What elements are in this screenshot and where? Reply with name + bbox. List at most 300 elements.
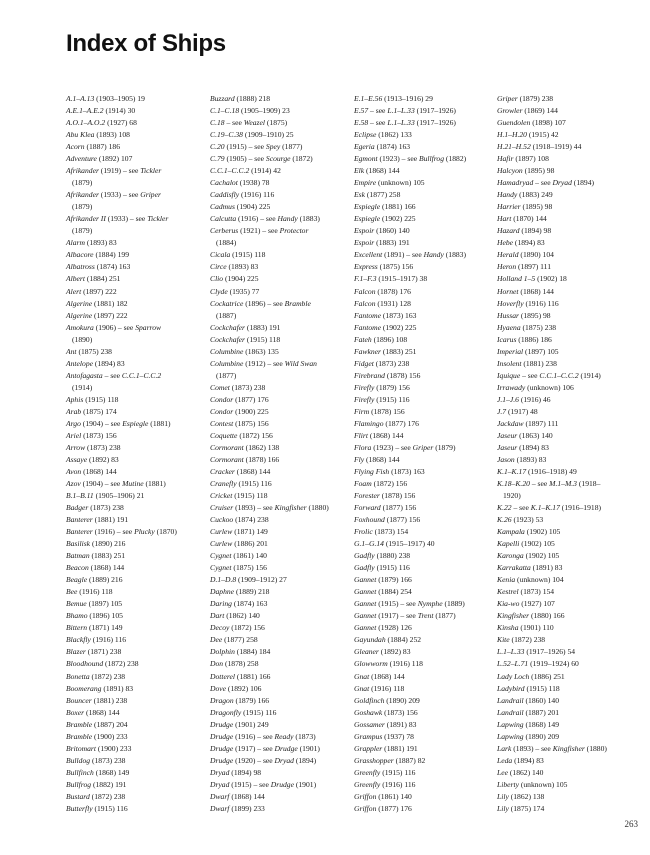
- ship-name: Cruiser: [210, 503, 234, 513]
- index-entry: [210, 731, 360, 743]
- entry-detail: (1917–1926): [414, 106, 456, 116]
- entry-detail: (1872) 156: [229, 623, 265, 633]
- ship-name: Kampala: [497, 527, 525, 537]
- ship-name: Cockatrice: [210, 298, 244, 308]
- index-entry: [210, 586, 360, 598]
- ship-name: J.1–J.6: [497, 394, 519, 404]
- entry-detail: (1901): [293, 779, 317, 789]
- cross-reference: Dryad: [552, 178, 572, 188]
- ship-name: Kapelli: [497, 539, 520, 549]
- index-entry: [497, 93, 647, 105]
- ship-name: Albatross: [66, 262, 95, 272]
- entry-detail: (1870) 144: [511, 214, 547, 224]
- entry-detail: (1884) 252: [385, 635, 422, 645]
- index-entry: [66, 418, 216, 430]
- entry-detail: (1917–1926): [414, 118, 456, 128]
- entry-detail: (1877): [280, 142, 303, 152]
- index-entry: [66, 695, 216, 707]
- entry-detail: (1902) 18: [535, 274, 567, 284]
- entry-detail: (1915) – see: [376, 599, 418, 609]
- index-entry: [210, 117, 360, 129]
- entry-detail: (1905) – see: [224, 154, 266, 164]
- entry-detail: (1906) – see: [93, 322, 136, 332]
- entry-detail: (1891) – see: [382, 250, 424, 260]
- entry-detail: (1902) 105: [523, 551, 560, 561]
- entry-detail: (1913–1916) 29: [382, 94, 433, 103]
- index-entry: [497, 634, 647, 646]
- index-entry: [210, 298, 360, 310]
- ship-name: Afrikander II: [66, 214, 106, 224]
- index-entry: [66, 755, 216, 767]
- entry-detail: (1880) 166: [529, 611, 565, 621]
- entry-detail: (1872): [290, 154, 313, 164]
- index-entry: [66, 177, 216, 189]
- page-title: Index of Ships: [66, 30, 226, 57]
- ship-name: Dotterel: [210, 671, 236, 681]
- index-entry: [497, 298, 647, 310]
- entry-detail: (1896) 105: [87, 611, 123, 621]
- index-column-2: [210, 93, 360, 815]
- entry-detail: (1915) 118: [83, 394, 119, 404]
- entry-detail: (1887) 186: [84, 142, 120, 152]
- index-entry: [210, 550, 360, 562]
- entry-detail: (1879) 156: [374, 382, 410, 392]
- index-entry: [66, 671, 216, 683]
- ship-name: Boomerang: [66, 683, 102, 693]
- index-entry: [354, 454, 504, 466]
- cross-reference: Scourge: [265, 154, 291, 164]
- entry-detail: (1879) 166: [376, 575, 412, 585]
- ship-name: Gannet: [354, 623, 377, 633]
- ship-name: Drudge: [210, 755, 234, 765]
- entry-detail: (1879) 238: [517, 94, 554, 103]
- index-entry: [210, 574, 360, 586]
- ship-name: Flirt: [354, 430, 368, 440]
- ship-name: D.1–D.8: [210, 575, 237, 585]
- ship-name: Firefly: [354, 382, 375, 392]
- index-entry: [210, 93, 360, 105]
- entry-detail: (1897) 222: [92, 310, 128, 320]
- index-entry: [210, 153, 360, 165]
- ship-name: Hart: [497, 214, 512, 224]
- index-entry: [497, 201, 647, 213]
- ship-name: Griffon: [354, 791, 377, 801]
- entry-detail: (1916) 118: [387, 659, 423, 669]
- entry-detail: (1877) 156: [380, 503, 417, 513]
- index-entry: [497, 538, 647, 550]
- ship-name: Express: [354, 262, 378, 272]
- ship-name: Lark: [497, 743, 512, 753]
- entry-detail: (1916) 116: [523, 298, 559, 308]
- entry-detail: (1862) 140: [224, 611, 260, 621]
- ship-name: Hamadryad: [497, 178, 534, 188]
- ship-name: Goldfinch: [354, 695, 385, 705]
- entry-detail: (unknown) 106: [525, 382, 574, 392]
- index-entry: [354, 478, 504, 490]
- entry-detail: (1919–1924) 60: [528, 659, 579, 669]
- index-entry: [210, 526, 360, 538]
- entry-detail: (1875) 174: [508, 803, 545, 813]
- entry-detail: (1879): [72, 226, 93, 236]
- entry-detail: (1862) 140: [507, 767, 544, 777]
- ship-name: Cricket: [210, 491, 233, 501]
- entry-detail: (1916–1918) 49: [526, 466, 577, 476]
- entry-detail: (1875) 174: [81, 406, 117, 416]
- index-entry: [66, 370, 216, 382]
- entry-detail: (1881) 238: [521, 358, 557, 368]
- ship-name: Dove: [210, 683, 227, 693]
- entry-detail: (1919) – see: [98, 166, 141, 176]
- index-entry: [497, 719, 647, 731]
- cross-reference: Nymphe: [417, 599, 443, 609]
- index-entry: [210, 743, 360, 755]
- entry-detail: (1915) 116: [380, 767, 416, 777]
- entry-detail: (1890) 104: [518, 250, 554, 260]
- index-entry: [210, 430, 360, 442]
- entry-detail: (1873) 238: [90, 755, 126, 765]
- ship-name: Hoverfly: [497, 298, 524, 308]
- index-entry: [497, 358, 647, 370]
- ship-name: Cuckoo: [210, 515, 234, 525]
- entry-detail: (1872) 238: [103, 659, 139, 669]
- entry-detail: (1917) 48: [506, 406, 538, 416]
- ship-name: Circe: [210, 262, 227, 272]
- index-entry: [66, 322, 216, 334]
- entry-detail: (1923) – see: [371, 442, 413, 452]
- entry-detail: (1873): [293, 731, 316, 741]
- index-entry: [210, 237, 360, 249]
- ship-name: Columbine: [210, 358, 244, 368]
- ship-name: Grappler: [354, 743, 383, 753]
- entry-detail: – see: [224, 118, 244, 128]
- entry-detail: (1890): [72, 334, 93, 344]
- entry-detail: (1900) 225: [233, 406, 269, 416]
- index-entry: [497, 743, 647, 755]
- entry-detail: (1868) 144: [364, 454, 400, 464]
- entry-detail: (1897) 105: [523, 346, 559, 356]
- entry-detail: (1917) – see: [233, 743, 275, 753]
- entry-detail: (1878) 156: [369, 406, 405, 416]
- ship-name: Buzzard: [210, 94, 235, 103]
- index-entry: [66, 261, 216, 273]
- ship-name: Daring: [210, 599, 232, 609]
- index-entry: [66, 803, 216, 815]
- entry-detail: (1883) 191: [245, 322, 281, 332]
- index-entry: [497, 394, 647, 406]
- index-entry: [354, 803, 504, 815]
- ship-name: Flora: [354, 442, 372, 452]
- entry-detail: (1881) 166: [380, 202, 416, 212]
- entry-detail: (1873) 238: [85, 442, 121, 452]
- ship-name: Lapwing: [497, 731, 524, 741]
- index-entry: [210, 249, 360, 261]
- entry-detail: (1915) 118: [245, 334, 281, 344]
- cross-reference: Spey: [265, 142, 281, 152]
- ship-name: Gadfly: [354, 551, 375, 561]
- ship-name: Cerberus: [210, 226, 239, 236]
- entry-detail: (1928) 126: [376, 623, 412, 633]
- index-entry: [354, 671, 504, 683]
- index-entry: [210, 646, 360, 658]
- index-entry: [210, 358, 360, 370]
- ship-name: Gnat: [354, 671, 370, 681]
- index-entry: [354, 382, 504, 394]
- entry-detail: (1875) 156: [231, 563, 267, 573]
- entry-detail: (1868) 144: [364, 166, 400, 176]
- index-entry: [66, 634, 216, 646]
- ship-name: C.1–C.18: [210, 106, 240, 116]
- ship-name: Gadfly: [354, 563, 375, 573]
- index-entry: [210, 598, 360, 610]
- entry-detail: (1915) 116: [241, 707, 277, 717]
- cross-reference: Mutine: [122, 479, 144, 488]
- ship-name: Empire: [354, 178, 377, 188]
- ship-name: Algerine: [66, 298, 93, 308]
- ship-name: Flying Fish: [354, 466, 390, 476]
- entry-detail: (1868) 144: [229, 791, 265, 801]
- ship-name: K.22: [497, 503, 512, 513]
- entry-detail: (1890) 216: [90, 539, 126, 549]
- entry-detail: (1915) 116: [374, 563, 410, 573]
- ship-name: Karrakatta: [497, 563, 531, 573]
- ship-name: Dee: [210, 635, 223, 645]
- index-entry: [210, 622, 360, 634]
- index-entry: [497, 129, 647, 141]
- ship-name: Badger: [66, 503, 89, 513]
- entry-detail: (1895) 98: [520, 202, 553, 212]
- entry-detail: (1873) 238: [88, 503, 124, 513]
- ship-name: Aphis: [66, 394, 84, 404]
- entry-detail: (1878) 166: [243, 454, 280, 464]
- cross-reference: L.1–L.33: [387, 106, 415, 116]
- index-entry: [354, 538, 504, 550]
- ship-name: Dryad: [210, 779, 230, 789]
- index-entry: [497, 791, 647, 803]
- ship-name: Greenfly: [354, 779, 381, 789]
- entry-detail: – see: [511, 503, 531, 513]
- entry-detail: (1887): [216, 310, 237, 320]
- index-entry: [497, 346, 647, 358]
- entry-detail: (1901): [297, 743, 320, 753]
- index-entry: [210, 418, 360, 430]
- ship-name: Harrier: [497, 202, 521, 212]
- index-entry: [354, 406, 507, 418]
- entry-detail: (1915) 116: [374, 394, 410, 404]
- index-entry: [210, 225, 360, 237]
- index-entry: [497, 225, 647, 237]
- ship-name: Goshawk: [354, 707, 383, 717]
- ship-name: Forester: [354, 491, 380, 501]
- index-entry: [66, 598, 216, 610]
- index-entry: [497, 442, 647, 454]
- index-entry: [210, 177, 360, 189]
- entry-detail: (1868) 144: [234, 466, 271, 476]
- index-column-4: [497, 93, 647, 815]
- index-entry: [354, 273, 504, 285]
- index-entry: [66, 743, 216, 755]
- ship-name: Dragon: [210, 695, 234, 705]
- entry-detail: (1887) 82: [393, 755, 426, 765]
- index-entry: [210, 719, 360, 731]
- index-entry: [66, 213, 216, 225]
- index-entry: [66, 394, 216, 406]
- entry-detail: (1898) 107: [530, 118, 566, 128]
- entry-detail: (1889) 216: [87, 575, 123, 585]
- ship-name: E.58: [354, 118, 369, 128]
- entry-detail: (1893) 83: [84, 238, 117, 248]
- entry-detail: (1879): [72, 202, 93, 212]
- index-entry: [66, 93, 216, 105]
- index-entry: [210, 273, 360, 285]
- index-entry: [210, 478, 360, 490]
- ship-name: Gannet: [354, 575, 377, 585]
- ship-name: L.1–L.33: [497, 647, 525, 657]
- index-entry: [354, 466, 504, 478]
- index-entry: [354, 683, 504, 695]
- entry-detail: (1894): [571, 178, 595, 188]
- entry-detail: (1880): [306, 503, 329, 513]
- ship-name: Dwarf: [210, 803, 230, 813]
- entry-detail: (1933) – see: [105, 214, 148, 224]
- ship-name: Butterfly: [66, 803, 93, 813]
- index-entry: [354, 237, 504, 249]
- entry-detail: (1921) – see: [238, 226, 280, 236]
- ship-name: Jaseur: [497, 442, 518, 452]
- index-entry: [66, 225, 216, 237]
- entry-detail: (1937) 78: [382, 731, 414, 741]
- index-entry: [497, 117, 647, 129]
- entry-detail: (1897) 111: [516, 262, 551, 272]
- ship-name: Icarus: [497, 334, 517, 344]
- index-entry: [210, 310, 360, 322]
- ship-name: Daphne: [210, 587, 235, 597]
- ship-name: Gannet: [354, 611, 377, 621]
- entry-detail: (1915) 118: [232, 491, 268, 501]
- entry-detail: (1886) 201: [232, 539, 268, 549]
- index-entry: [497, 105, 647, 117]
- index-entry: [497, 286, 647, 298]
- index-entry: [354, 646, 504, 658]
- ship-name: K.1–K.17: [497, 466, 527, 476]
- ship-name: Gleaner: [354, 647, 379, 657]
- entry-detail: (1872) 238: [89, 791, 126, 801]
- index-entry: [497, 598, 647, 610]
- entry-detail: (1916) 118: [369, 683, 405, 693]
- index-entry: [354, 719, 504, 731]
- index-entry: [354, 201, 504, 213]
- index-entry: [210, 803, 360, 815]
- entry-detail: (1889) 218: [234, 587, 270, 597]
- ship-name: Antelope: [66, 358, 93, 368]
- index-entry: [66, 406, 216, 418]
- index-entry: [497, 707, 647, 719]
- ship-name: Cygnet: [210, 551, 232, 561]
- cross-reference: Dryad: [274, 755, 294, 765]
- entry-detail: (1914): [578, 370, 601, 380]
- index-entry: [354, 418, 504, 430]
- cross-reference: Drudge: [270, 779, 294, 789]
- index-entry: [497, 382, 647, 394]
- cross-reference: L.1–L.33: [387, 118, 415, 128]
- ship-name: Lady Loch: [497, 671, 530, 681]
- index-entry: [210, 791, 360, 803]
- ship-name: Leda: [497, 755, 513, 765]
- entry-detail: (1892) 107: [96, 154, 133, 164]
- index-entry: [66, 779, 216, 791]
- index-entry: [354, 574, 504, 586]
- ship-name: Fantome: [354, 310, 381, 320]
- ship-name: Kinsha: [497, 623, 519, 633]
- ship-name: Hebe: [497, 238, 514, 248]
- ship-name: Albert: [66, 274, 85, 284]
- ship-name: Esk: [354, 190, 365, 200]
- entry-detail: (1891) 83: [101, 683, 134, 693]
- index-entry: [210, 346, 360, 358]
- index-entry: [497, 683, 647, 695]
- entry-detail: (1901) 249: [233, 719, 269, 729]
- entry-detail: (1883) 249: [517, 190, 553, 200]
- cross-reference: C.C.1–C.C.2: [121, 370, 162, 380]
- entry-detail: (1927) 68: [105, 118, 137, 128]
- index-entry: [497, 261, 647, 273]
- entry-detail: (1871) 149: [87, 623, 123, 633]
- ship-name: Cranefly: [210, 479, 237, 488]
- entry-detail: (1878) 156: [384, 370, 421, 380]
- index-entry: [354, 105, 504, 117]
- index-entry: [210, 286, 360, 298]
- ship-name: Iquique: [497, 370, 521, 380]
- ship-name: Foam: [354, 479, 372, 488]
- ship-name: Cadmus: [210, 202, 235, 212]
- cross-reference: Wild Swan: [284, 358, 317, 368]
- entry-detail: (1915) – see: [229, 779, 271, 789]
- entry-detail: (1868) 144: [518, 286, 554, 296]
- index-entry: [66, 310, 216, 322]
- index-entry: [66, 586, 216, 598]
- index-entry: [66, 514, 216, 526]
- ship-name: Clio: [210, 274, 224, 284]
- index-entry: [497, 418, 647, 430]
- entry-detail: (1868) 144: [81, 466, 117, 476]
- index-entry: [66, 526, 216, 538]
- index-entry: [66, 562, 216, 574]
- ship-name: Drudge: [210, 719, 234, 729]
- index-entry: [66, 430, 216, 442]
- ship-name: C.20: [210, 142, 225, 152]
- ship-name: Dragonfly: [210, 707, 242, 717]
- ship-name: Bullfinch: [66, 767, 94, 777]
- ship-name: Curlew: [210, 527, 233, 537]
- index-entry: [354, 261, 504, 273]
- ship-name: Fidget: [354, 358, 374, 368]
- index-entry: [497, 803, 647, 815]
- entry-detail: (1933) – see: [98, 190, 141, 200]
- ship-name: Kingfisher: [497, 611, 530, 621]
- ship-name: Afrikander: [66, 190, 99, 200]
- ship-name: Drudge: [210, 743, 234, 753]
- entry-detail: (1916) 116: [380, 779, 416, 789]
- ship-name: G.1–G.14: [354, 539, 384, 549]
- cross-reference: Bullfrog: [418, 154, 445, 164]
- entry-detail: (1873) 238: [373, 358, 410, 368]
- ship-name: Arab: [66, 406, 82, 416]
- ship-name: Falcon: [354, 298, 376, 308]
- entry-detail: (1860) 140: [523, 695, 560, 705]
- entry-detail: (1902) 105: [524, 527, 561, 537]
- entry-detail: (1909–1910) 25: [242, 130, 294, 140]
- ship-name: Holland 1–5: [497, 274, 536, 284]
- entry-detail: (1882) 191: [91, 779, 127, 789]
